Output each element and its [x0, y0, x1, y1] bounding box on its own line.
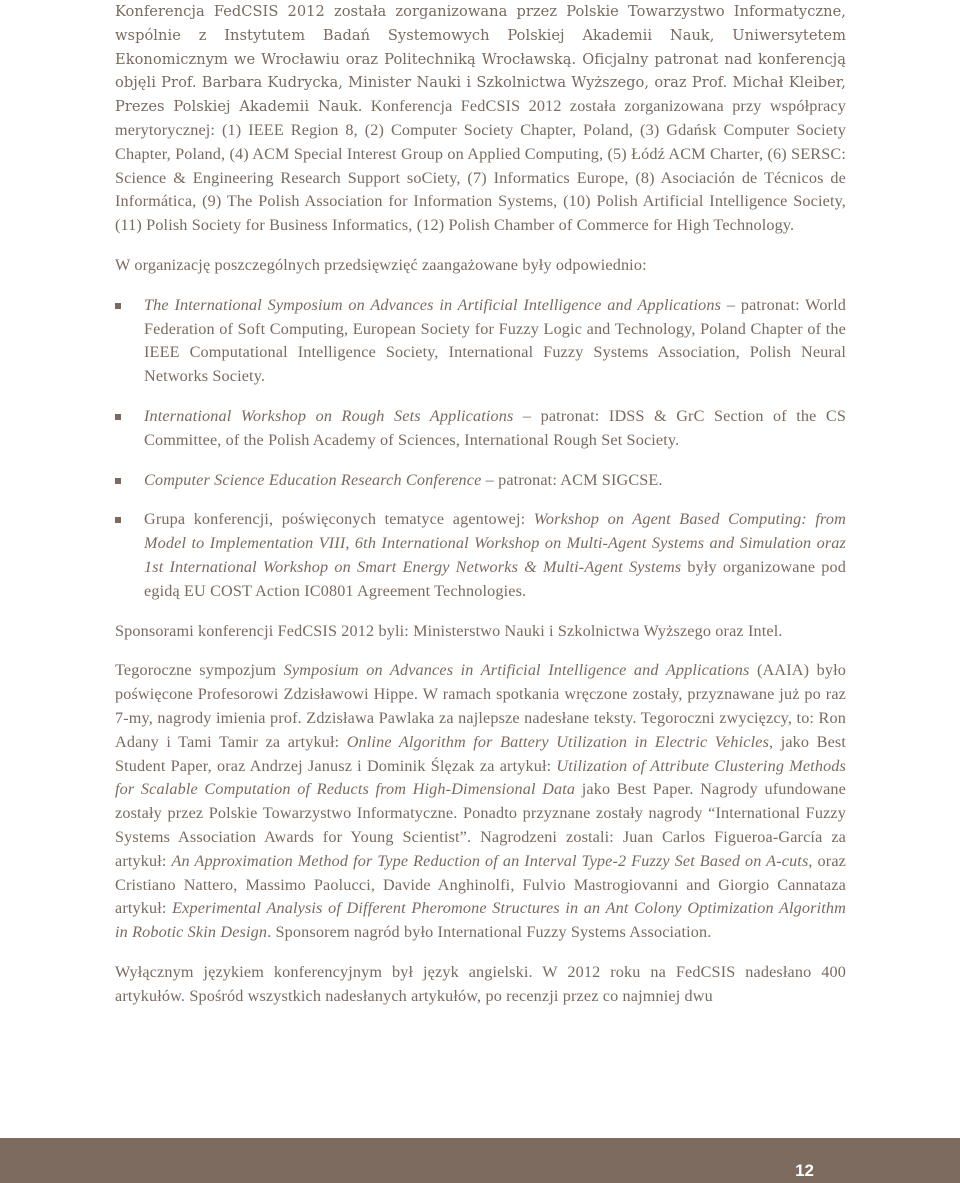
intro-text-part2: Konferencja FedCSIS 2012 została zorganizowana przy współpracy merytorycznej: (1) IEEE Region 8, (2) Computer Society Chapter, Poland, (3) Gdańsk Computer Society Chapter, Poland, (4) ACM Special Interest Group on Applied Computing, (5) Łódź ACM Charter, (6) SERSC: Science & Engineering Research Support soCiety, (7) Informatics Europe, (8) Asociación de Técnicos de Informática, (9) The Polish Association for Information Systems, (10) Polish Artificial Intelligence Society, (11) Polish Society for Business Informatics, (12) Polish Chamber of Commerce for High Technology. [115, 97, 847, 235]
events-list [115, 294, 846, 604]
square-bullet-icon [115, 414, 121, 420]
language-paragraph: Wyłącznym językiem konferencyjnym był język angielski. W 2012 roku na FedCSIS nadesłano 400 artykułów. Spośród wszystkich nadesłanych artykułów, po recenzji przez co najmniej dwu [115, 962, 846, 1005]
page-number: 12 [795, 1161, 814, 1180]
organization-intro: W organizację poszczególnych przedsięwzięć zaangażowane były odpowiednio: [115, 255, 647, 274]
event-patronage: – patronat: World Federation of Soft Computing, European Society for Fuzzy Logic and Technology, Poland Chapter of the IEEE Computational Intelligence Society, International Fuzzy Systems Association, Polish Neural Networks Society. [144, 295, 846, 386]
list-item [115, 294, 846, 389]
paper-title: Online Algorithm for Battery Utilization in Electric Vehicles [346, 732, 770, 751]
awards-paragraph [115, 659, 846, 945]
list-item [115, 508, 846, 603]
intro-text-part1: Konferencja FedCSIS 2012 została zorganizowana przez Polskie Towarzystwo Informatyczne, wspólnie z Instytutem Badań Systemowych Polskiej Akademii Nauk, Uniwersytetem Ekonomicznym we Wrocławiu oraz Politechniką Wrocławską. Oficjalny patronat nad konferencją objęli Prof. Barbara Kudrycka, Minister Nauki i Szkolnictwa Wyższego, oraz Prof. Michał Kleiber, Prezes Polskiej Akademii Nauk. [115, 3, 846, 116]
square-bullet-icon [115, 517, 121, 523]
awards-text: , jako Best Student Paper, oraz Andrzej Janusz i Dominik Ślęzak za artykuł: [115, 732, 846, 775]
event-organization: były organizowane pod egidą EU COST Action IC0801 Agreement Technologies. [144, 557, 846, 600]
event-title: Computer Science Education Research Conference [144, 470, 482, 489]
event-title: Workshop on Agent Based Computing: from Model to Implementation VIII, 6th International Workshop on Multi-Agent Systems and Simulation oraz 1st International Workshop on Smart Energy Networks & Multi-Agent Systems [144, 510, 846, 576]
paper-title: Utilization of Attribute Clustering Methods for Scalable Computation of Reducts from High-Dimensional Data [115, 756, 847, 799]
event-title: The International Symposium on Advances in Artificial Intelligence and Applications [144, 295, 722, 314]
awards-text: . Sponsorem nagród było International Fuzzy Systems Association. [267, 923, 712, 942]
awards-text: , oraz Cristiano Nattero, Massimo Paolucci, Davide Anghinolfi, Fulvio Mastrogiovanni and Giorgio Cannataza artykuł: [115, 851, 846, 918]
paper-title: An Approximation Method for Type Reduction of an Interval Type-2 Fuzzy Set Based on A-cuts [171, 851, 809, 870]
list-item [115, 405, 846, 453]
document-body [115, 0, 846, 1008]
paper-title: Experimental Analysis of Different Pheromone Structures in an Ant Colony Optimization Algorithm in Robotic Skin Design [115, 899, 846, 942]
page-footer [0, 1138, 960, 1183]
intro-paragraph [115, 0, 846, 238]
sponsors-paragraph: Sponsorami konferencji FedCSIS 2012 byli: Ministerstwo Nauki i Szkolnictwa Wyższego oraz Intel. [115, 621, 783, 640]
symposium-title: Symposium on Advances in Artificial Intelligence and Applications [283, 661, 750, 680]
agent-group-intro: Grupa konferencji, poświęconych tematyce agentowej: [144, 510, 534, 529]
list-item [115, 469, 846, 493]
awards-text: jako Best Paper. Nagrody ufundowane zostały przez Polskie Towarzystwo Informatyczne. Ponadto przyznane zostały nagrody “International Fuzzy Systems Association Awards for Young Scientist”. Nagrodzeni zostali: Juan Carlos Figueroa-García za artykuł: [115, 780, 846, 870]
square-bullet-icon [115, 478, 121, 484]
event-title: International Workshop on Rough Sets Applications [144, 406, 514, 425]
square-bullet-icon [115, 303, 121, 309]
awards-text: (AAIA) było poświęcone Profesorowi Zdzisławowi Hippe. W ramach spotkania wręczone zostały, przyznawane już po raz 7-my, nagrody imienia prof. Zdzisława Pawlaka za najlepsze nadesłane teksty. Tegoroczni zwycięzcy, to: Ron Adany i Tami Tamir za artykuł: [115, 661, 847, 751]
event-patronage: – patronat: ACM SIGCSE. [481, 470, 663, 489]
event-patronage: – patronat: IDSS & GrC Section of the CS Committee, of the Polish Academy of Sciences, International Rough Set Society. [144, 406, 847, 449]
awards-text: Tegoroczne sympozjum [115, 661, 284, 680]
